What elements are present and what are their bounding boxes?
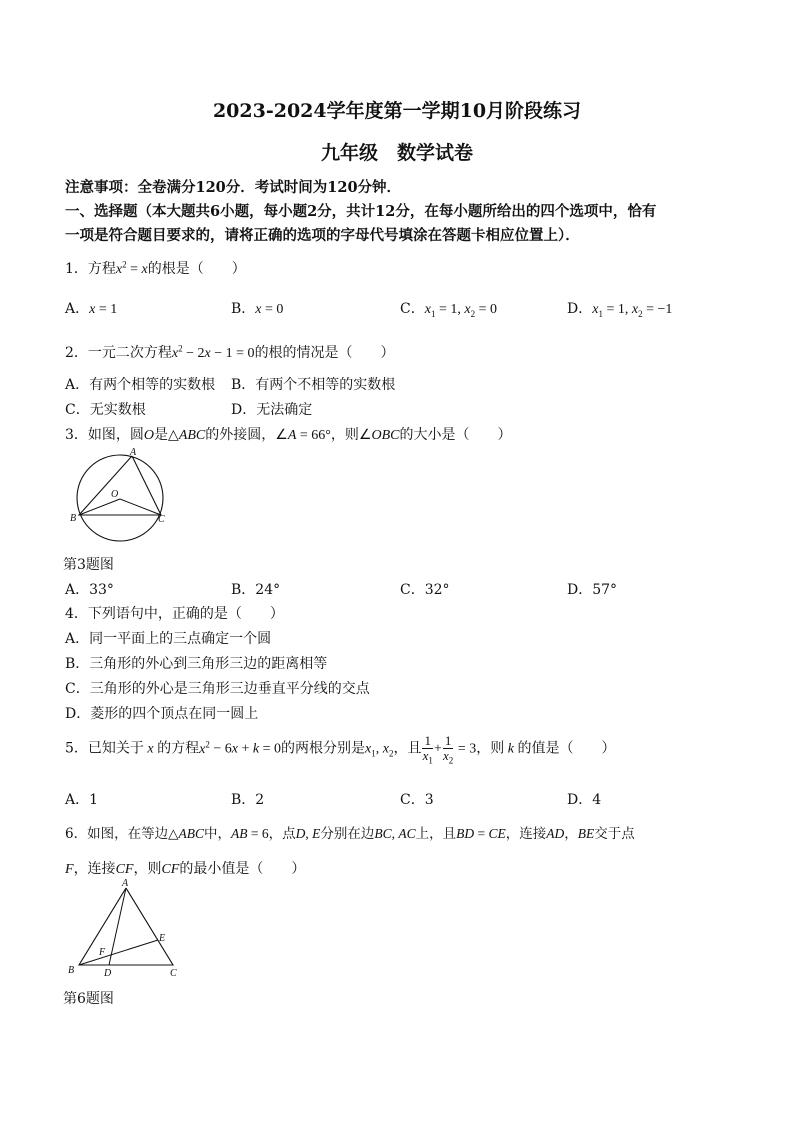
q4-option-b: B．三角形的外心到三角形三边的距离相等 [65, 656, 328, 672]
segment-be [79, 940, 158, 965]
q2-option-d: D．无法确定 [231, 402, 313, 418]
figure-6-caption: 第6题图 [63, 991, 114, 1007]
q3-option-a: A．33° [65, 582, 114, 598]
label-d: D [104, 968, 112, 979]
q3-option-b: B．24° [231, 582, 281, 598]
label-b: B [68, 965, 75, 976]
notice: 注意事项：全卷满分120分．考试时间为120分钟． [65, 179, 402, 196]
question-3: 3．如图，圆O是△ABC的外接圆，∠A = 66°，则∠OBC的大小是（ ） [65, 427, 512, 443]
question-6: 6．如图，在等边△ABC中，AB = 6，点D, E分别在边BC, AC上，且BD = CE，连接AD，BE交于点 [65, 826, 635, 842]
label-a: A [130, 447, 137, 458]
q5-option-c: C．3 [400, 792, 434, 808]
question-6-cont: F，连接CF，则CF的最小值是（ ） [65, 861, 306, 877]
label-a: A [122, 878, 129, 889]
question-5: 5．已知关于 x 的方程$x^2 - 6x + k = 0$的两根分别是$x_1$, $x_2$，且 $\frac{1}{x_1}$ + $\frac{1}{x_2}$ = 3，则 k 的值是（ ） [65, 733, 616, 766]
q2-option-a: A．有两个相等的实数根 [65, 377, 216, 393]
triangle-abc [79, 456, 161, 515]
circumcircle [77, 455, 163, 541]
q3-option-c: C．32° [400, 582, 450, 598]
q3-option-d: D．57° [567, 582, 618, 598]
figure-6-equilateral-triangle [64, 876, 184, 982]
segment-ob [79, 499, 120, 515]
q5-option-a: A．1 [65, 792, 99, 808]
q4-option-d: D．菱形的四个顶点在同一圆上 [65, 706, 259, 722]
q2-option-c: C．无实数根 [65, 402, 146, 418]
q5-option-d: D．4 [567, 792, 602, 808]
label-e: E [159, 933, 166, 944]
q1-option-d: D．$x_1 = 1$, $x_2 = -1$ [567, 301, 673, 319]
label-c: C [170, 968, 177, 979]
section1-heading-cont: 一项是符合题目要求的，请将正确的选项的字母代号填涂在答题卡相应位置上）． [65, 227, 580, 244]
q2-option-b: B．有两个不相等的实数根 [231, 377, 396, 393]
q5-option-b: B．2 [231, 792, 265, 808]
label-b: B [70, 513, 77, 524]
question-4: 4．下列语句中，正确的是（ ） [65, 606, 284, 622]
figure-3-caption: 第3题图 [63, 557, 114, 573]
q1-option-a: A．x = 1 [65, 301, 118, 317]
exam-title: 2023-2024学年度第一学期10月阶段练习 [212, 100, 582, 122]
q4-option-c: C．三角形的外心是三角形三边垂直平分线的交点 [65, 681, 370, 697]
triangle-abc [79, 888, 173, 965]
q4-option-a: A．同一平面上的三点确定一个圆 [65, 631, 272, 647]
segment-ad [109, 888, 126, 965]
label-f: F [99, 947, 106, 958]
q1-option-c: C．$x_1 = 1$, $x_2 = 0$ [400, 301, 497, 319]
question-2: 2．一元二次方程$x^2 - 2x - 1 = 0$的根的情况是（ ） [65, 343, 395, 361]
section1-heading: 一、选择题（本大题共6小题，每小题2分，共计12分，在每小题所给出的四个选项中，恰有 [65, 203, 657, 220]
figure-3-circle-triangle [66, 444, 176, 548]
label-c: C [158, 514, 165, 525]
question-1: 1．方程$x^2 = x$的根是（ ） [65, 259, 246, 277]
label-o: O [111, 489, 119, 500]
q1-option-b: B．x = 0 [231, 301, 284, 317]
exam-subtitle: 九年级 数学试卷 [320, 142, 473, 164]
